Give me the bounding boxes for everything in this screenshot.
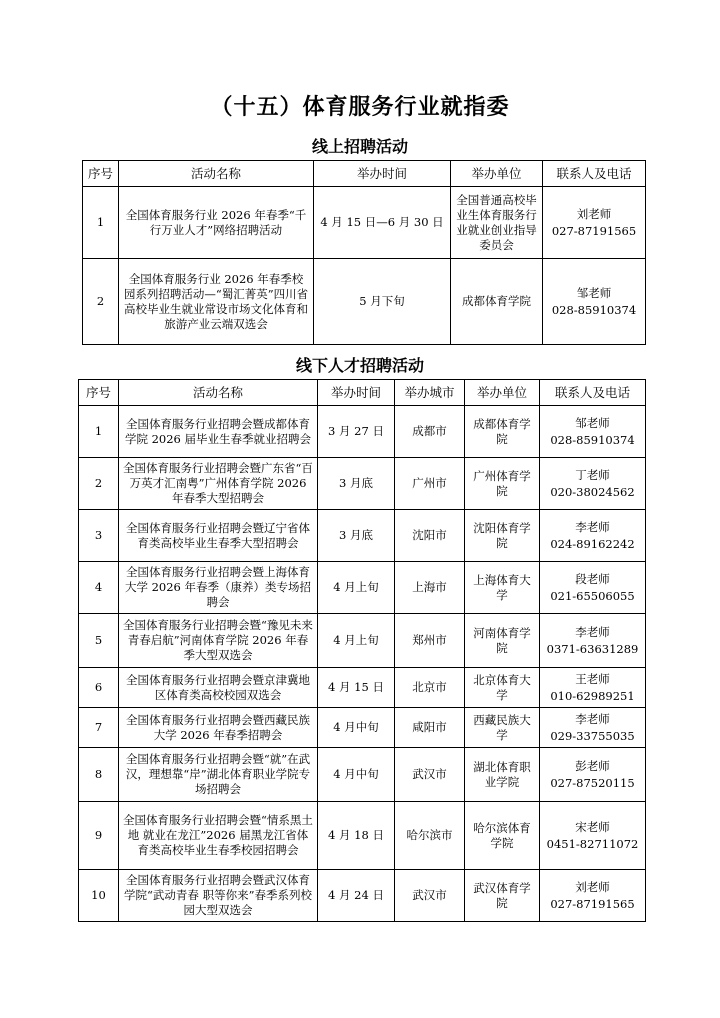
city-cell: 武汉市	[395, 870, 465, 922]
table-row	[79, 614, 646, 668]
table-row	[83, 259, 646, 345]
contact-name: 段老师	[575, 571, 610, 586]
header-time: 举办时间	[318, 380, 395, 406]
row-number-cell: 1	[83, 187, 119, 259]
time-cell: 4 月上旬	[318, 614, 395, 668]
contact-cell	[540, 802, 646, 870]
organizer-cell: 成都体育学院	[465, 406, 540, 458]
contact-phone: 020-38024562	[550, 484, 635, 499]
offline-recruitment-table	[78, 379, 646, 922]
contact-cell	[540, 708, 646, 748]
row-number-cell: 3	[79, 510, 119, 562]
contact-name: 丁老师	[575, 467, 610, 482]
activity-name-cell: 全国体育服务行业招聘会暨“豫见未来 青春启航”河南体育学院 2026 年春季大型双选会	[119, 614, 318, 668]
header-city: 举办城市	[395, 380, 465, 406]
city-cell: 咸阳市	[395, 708, 465, 748]
table-row	[79, 802, 646, 870]
city-cell: 上海市	[395, 562, 465, 614]
row-number-cell: 6	[79, 668, 119, 708]
contact-cell	[543, 187, 646, 259]
row-number-cell: 8	[79, 748, 119, 802]
organizer-cell: 湖北体育职业学院	[465, 748, 540, 802]
activity-name-cell: 全国体育服务行业招聘会暨武汉体育学院“武动青春 职等你来”春季系列校园大型双选会	[119, 870, 318, 922]
time-cell: 4 月 24 日	[318, 870, 395, 922]
online-recruitment-table	[82, 160, 646, 345]
time-cell: 3 月 27 日	[318, 406, 395, 458]
contact-phone: 010-62989251	[550, 688, 635, 703]
contact-phone: 027-87191565	[551, 223, 637, 238]
header-time: 举办时间	[314, 161, 451, 187]
time-cell: 3 月底	[318, 458, 395, 510]
table-header-row	[83, 161, 646, 187]
organizer-cell: 沈阳体育学院	[465, 510, 540, 562]
contact-phone: 021-65506055	[550, 588, 635, 603]
city-cell: 北京市	[395, 668, 465, 708]
contact-name: 李老师	[575, 519, 610, 534]
offline-section-title: 线下人才招聘活动	[295, 356, 424, 375]
contact-cell	[540, 458, 646, 510]
contact-cell	[540, 406, 646, 458]
activity-name-cell: 全国体育服务行业招聘会暨“就”在武汉，理想靠“岸”湖北体育职业学院专场招聘会	[119, 748, 318, 802]
activity-name-cell: 全国体育服务行业招聘会暨上海体育大学 2026 年春季（康养）类专场招聘会	[119, 562, 318, 614]
contact-name: 王老师	[575, 671, 610, 686]
organizer-cell: 北京体育大学	[465, 668, 540, 708]
contact-name: 彭老师	[575, 758, 610, 773]
organizer-cell: 河南体育学院	[465, 614, 540, 668]
activity-name-cell: 全国体育服务行业招聘会暨西藏民族大学 2026 年春季招聘会	[119, 708, 318, 748]
time-cell: 4 月 15 日	[318, 668, 395, 708]
header-no: 序号	[79, 380, 119, 406]
contact-phone: 029-33755035	[550, 728, 635, 743]
page-title: （十五）体育服务行业就指委	[210, 95, 510, 120]
table-row	[79, 668, 646, 708]
activity-name-cell: 全国体育服务行业招聘会暨京津冀地区体育类高校校园双选会	[119, 668, 318, 708]
contact-name: 李老师	[575, 711, 610, 726]
organizer-cell: 武汉体育学院	[465, 870, 540, 922]
header-activity-name: 活动名称	[119, 161, 314, 187]
time-cell: 4 月 18 日	[318, 802, 395, 870]
activity-name-cell: 全国体育服务行业招聘会暨“情系黑土地 就业在龙江”2026 届黑龙江省体育类高校毕业生春季校园招聘会	[119, 802, 318, 870]
table-row	[79, 708, 646, 748]
city-cell: 成都市	[395, 406, 465, 458]
row-number-cell: 9	[79, 802, 119, 870]
contact-cell	[540, 510, 646, 562]
organizer-cell: 哈尔滨体育学院	[465, 802, 540, 870]
header-organizer: 举办单位	[451, 161, 543, 187]
contact-name: 邹老师	[576, 285, 612, 300]
contact-phone: 024-89162242	[550, 536, 635, 551]
contact-name: 李老师	[575, 624, 610, 639]
table-row	[79, 510, 646, 562]
table-row	[83, 187, 646, 259]
row-number-cell: 2	[83, 259, 119, 345]
time-cell: 4 月 15 日—6 月 30 日	[314, 187, 451, 259]
table-row	[79, 562, 646, 614]
activity-name-cell: 全国体育服务行业 2026 年春季“千行万业人才”网络招聘活动	[119, 187, 314, 259]
organizer-cell: 上海体育大学	[465, 562, 540, 614]
table-row	[79, 870, 646, 922]
contact-phone: 027-87520115	[550, 775, 635, 790]
city-cell: 武汉市	[395, 748, 465, 802]
contact-name: 宋老师	[575, 819, 610, 834]
city-cell: 哈尔滨市	[395, 802, 465, 870]
row-number-cell: 2	[79, 458, 119, 510]
header-organizer: 举办单位	[465, 380, 540, 406]
header-contact: 联系人及电话	[540, 380, 646, 406]
row-number-cell: 1	[79, 406, 119, 458]
row-number-cell: 5	[79, 614, 119, 668]
row-number-cell: 10	[79, 870, 119, 922]
time-cell: 4 月中旬	[318, 748, 395, 802]
time-cell: 4 月中旬	[318, 708, 395, 748]
contact-cell	[540, 870, 646, 922]
contact-cell	[540, 748, 646, 802]
contact-phone: 0371-63631289	[546, 641, 639, 656]
online-section-title: 线上招聘活动	[311, 137, 408, 156]
contact-phone: 027-87191565	[550, 896, 635, 911]
contact-name: 刘老师	[576, 206, 612, 221]
table-header-row	[79, 380, 646, 406]
organizer-cell: 西藏民族大学	[465, 708, 540, 748]
header-activity-name: 活动名称	[119, 380, 318, 406]
activity-name-cell: 全国体育服务行业招聘会暨成都体育学院 2026 届毕业生春季就业招聘会	[119, 406, 318, 458]
contact-name: 邹老师	[575, 415, 610, 430]
header-contact: 联系人及电话	[543, 161, 646, 187]
time-cell: 5 月下旬	[314, 259, 451, 345]
table-row	[79, 748, 646, 802]
row-number-cell: 7	[79, 708, 119, 748]
time-cell: 4 月上旬	[318, 562, 395, 614]
contact-phone: 0451-82711072	[546, 836, 639, 851]
contact-cell	[540, 562, 646, 614]
table-row	[79, 406, 646, 458]
time-cell: 3 月底	[318, 510, 395, 562]
city-cell: 郑州市	[395, 614, 465, 668]
table-row	[79, 458, 646, 510]
row-number-cell: 4	[79, 562, 119, 614]
contact-cell	[540, 614, 646, 668]
organizer-cell: 广州体育学院	[465, 458, 540, 510]
header-no: 序号	[83, 161, 119, 187]
contact-cell	[540, 668, 646, 708]
contact-name: 刘老师	[575, 879, 610, 894]
organizer-cell: 全国普通高校毕业生体育服务行业就业创业指导委员会	[451, 187, 543, 259]
contact-phone: 028-85910374	[551, 302, 637, 317]
activity-name-cell: 全国体育服务行业 2026 年春季校园系列招聘活动—“蜀汇菁英”四川省高校毕业生就业常设市场文化体育和旅游产业云端双选会	[119, 259, 314, 345]
contact-cell	[543, 259, 646, 345]
organizer-cell: 成都体育学院	[451, 259, 543, 345]
city-cell: 沈阳市	[395, 510, 465, 562]
contact-phone: 028-85910374	[550, 432, 635, 447]
activity-name-cell: 全国体育服务行业招聘会暨广东省“百万英才汇南粤”广州体育学院 2026 年春季大型招聘会	[119, 458, 318, 510]
city-cell: 广州市	[395, 458, 465, 510]
activity-name-cell: 全国体育服务行业招聘会暨辽宁省体育类高校毕业生春季大型招聘会	[119, 510, 318, 562]
